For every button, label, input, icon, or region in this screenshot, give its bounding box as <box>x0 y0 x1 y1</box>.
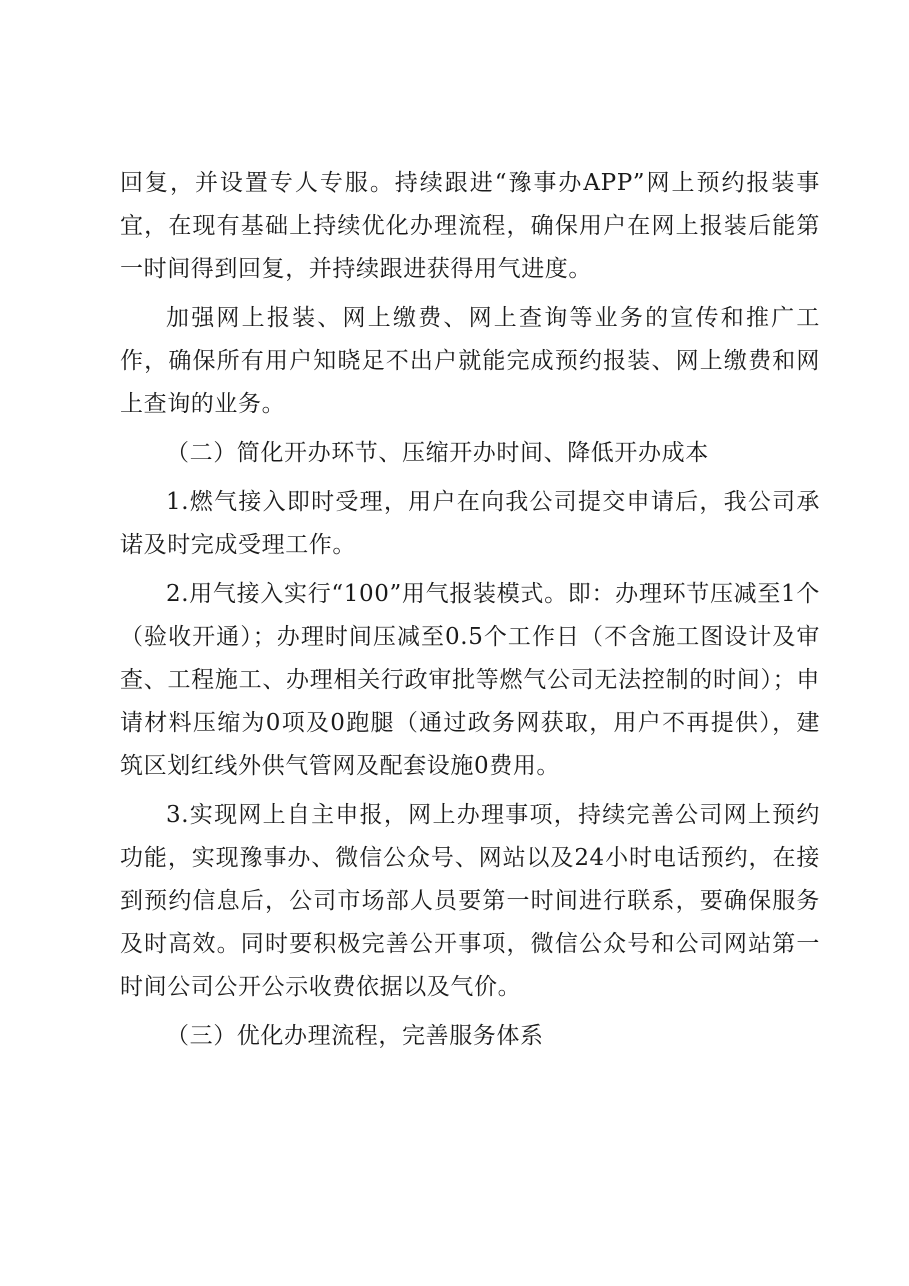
document-body <box>120 162 820 1064</box>
section-heading-2: （二）简化开办环节、压缩开办时间、降低开办成本 <box>166 440 709 466</box>
paragraph-online-promotion: 加强网上报装、网上缴费、网上查询等业务的宣传和推广工作，确保所有用户知晓足不出户就能完成预约报装、网上缴费和网上查询的业务。 <box>120 305 820 417</box>
section-heading-3: （三）优化办理流程，完善服务体系 <box>166 1023 544 1049</box>
paragraph-item-2: 2.用气接入实行“100”用气报装模式。即：办理环节压减至1个（验收开通）；办理时间压减至0.5个工作日（不含施工图设计及审查、工程施工、办理相关行政审批等燃气公司无法控制的时间）；申请材料压缩为0项及0跑腿（通过政务网获取，用户不再提供），建筑区划红线外供气管网及配套设施0费用。 <box>120 581 820 779</box>
paragraph-item-1: 1.燃气接入即时受理，用户在向我公司提交申请后，我公司承诺及时完成受理工作。 <box>120 489 820 558</box>
paragraph-online-reservation: 回复，并设置专人专服。持续跟进“豫事办APP”网上预约报装事宜，在现有基础上持续优化办理流程，确保用户在网上报装后能第一时间得到回复，并持续跟进获得用气进度。 <box>120 170 820 282</box>
paragraph-item-3: 3.实现网上自主申报，网上办理事项，持续完善公司网上预约功能，实现豫事办、微信公众号、网站以及24小时电话预约，在接到预约信息后，公司市场部人员要第一时间进行联系，要确保服务及时高效。同时要积极完善公开事项，微信公众号和公司网站第一时间公司公开公示收费依据以及气价。 <box>120 802 820 1000</box>
